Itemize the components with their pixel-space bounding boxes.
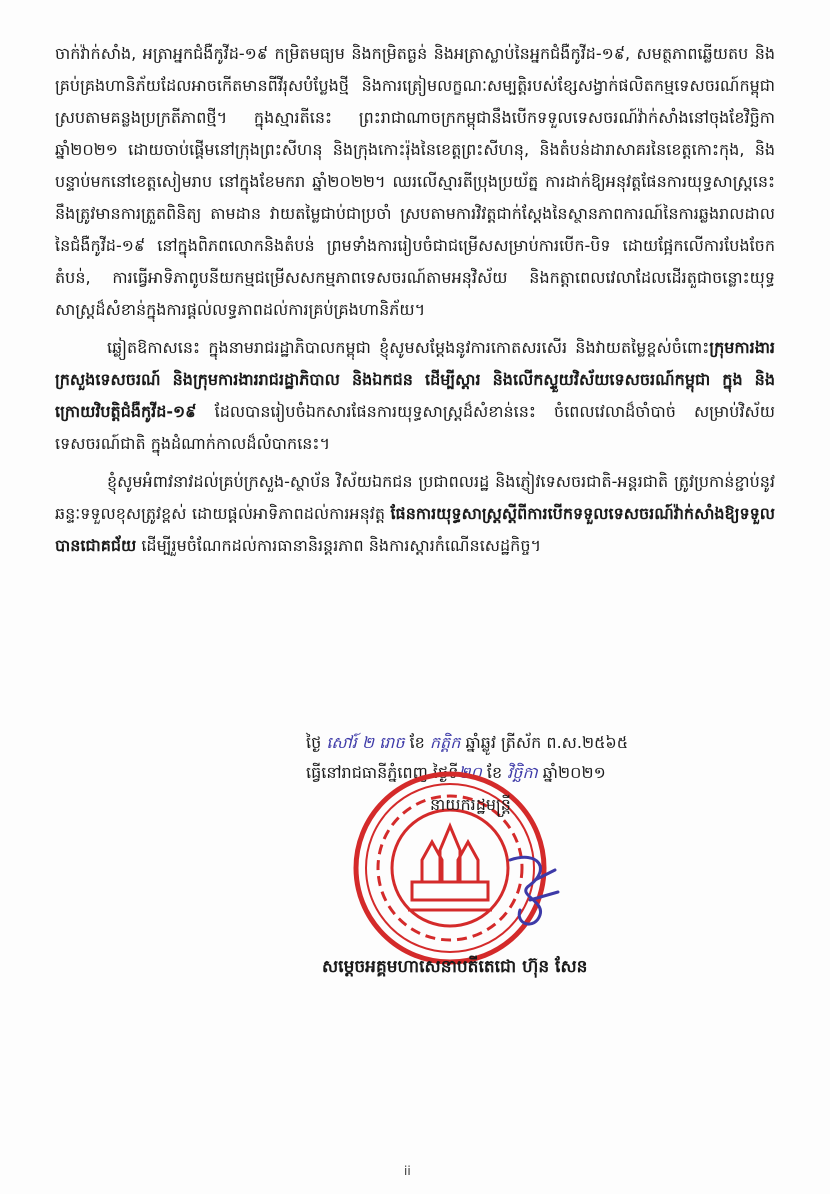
- solar-day-value: ២០: [458, 763, 482, 782]
- page-footer-mark: ii: [404, 1164, 411, 1178]
- lunar-year: ឆ្នាំឆ្លូវ ត្រីស័ក ព.ស.២៥៦៥: [465, 733, 629, 752]
- signature-icon: [500, 840, 570, 940]
- signer-title: នាយករដ្ឋមន្ត្រី: [430, 795, 511, 814]
- lunar-month-value: កត្តិក: [429, 733, 461, 752]
- letter-body: [55, 38, 775, 568]
- paragraph-2-start: ឆ្លៀតឱកាសនេះ ក្នុងនាមរាជរដ្ឋាភិបាលកម្ពុជា ខ្ញុំសូមសម្តែងនូវការកោតសរសើរ និងវាយតម្លៃខ្ពស់ចំពោះ: [107, 338, 710, 357]
- lunar-date-line: [306, 728, 776, 758]
- paragraph-3-start: ខ្ញុំសូមអំពាវនាវដល់គ្រប់ក្រសួង-ស្ថាប័ន វិស័យឯកជន ប្រជាពលរដ្ឋ និងភ្ញៀវទេសចរជាតិ-អន្តរជាតិ ត្រូវប្រកាន់ខ្ជាប់នូវឆន្ទៈទទួលខុសត្រូវខ្ពស់ ដោយផ្តល់អាទិភាពដល់ការអនុវត្ត: [55, 472, 775, 523]
- paragraph-3: [55, 466, 775, 562]
- paragraph-2: [55, 332, 775, 460]
- made-at-label: ធ្វើនៅរាជធានីភ្នំពេញ ថ្ងៃទី: [306, 763, 459, 782]
- signer-name: សម្តេចអគ្គមហាសេនាបតីតេជោ ហ៊ុន សែន: [322, 957, 588, 977]
- paragraph-3-bold: ផែនការយុទ្ធសាស្ត្រស្តីពីការបើកទទួលទេសចរណ៍វ៉ាក់សាំងឱ្យទទួលបានជោគជ័យ: [55, 504, 775, 555]
- lunar-month-label: ខែ: [409, 733, 425, 752]
- solar-month-value: វិច្ឆិកា: [507, 763, 538, 782]
- lunar-day-value: សៅរ៍ ២ រោច: [326, 733, 405, 752]
- paragraph-2-bold: ក្រុមការងារក្រសួងទេសចរណ៍ និងក្រុមការងាររាជរដ្ឋាភិបាល និងឯកជន ដើម្បីស្តារ និងលើកស្ទួយវិស័យទេសចរណ៍កម្ពុជា ក្នុង និងក្រោយវិបត្តិជំងឺកូវីដ-១៩: [55, 338, 775, 421]
- solar-month-label: ខែ: [486, 763, 503, 782]
- paragraph-2-end: ដែលបានរៀបចំឯកសារផែនការយុទ្ធសាស្ត្រដ៏សំខាន់នេះ ចំពេលវេលាដ៏ចាំបាច់ សម្រាប់វិស័យទេសចរណ៍ជាតិ ក្នុងដំណាក់កាលដ៏លំបាកនេះ។: [55, 402, 775, 453]
- lunar-day-label: ថ្ងៃ: [306, 733, 322, 752]
- paragraph-1: ចាក់វ៉ាក់សាំង, អត្រាអ្នកជំងឺកូវីដ-១៩ កម្រិតមធ្យម និងកម្រិតធ្ងន់ និងអត្រាស្លាប់នៃអ្នកជំងឺកូវីដ-១៩, សមត្ថភាពឆ្លើយតប និងគ្រប់គ្រងហានិភ័យដែលអាចកើតមានពីវីរុសបំប្លែងថ្មី និងការត្រៀមលក្ខណៈសម្បត្តិរបស់ខ្សែសង្វាក់ផលិតកម្មទេសចរណ៍កម្ពុជាស្របតាមគន្លងប្រក្រតីភាពថ្មី។ ក្នុងស្មារតីនេះ ព្រះរាជាណាចក្រកម្ពុជានឹងបើកទទួលទេសចរណ៍វ៉ាក់សាំងនៅចុងខែវិច្ឆិកា ឆ្នាំ២០២១ ដោយចាប់ផ្តើមនៅក្រុងព្រះសីហនុ និងក្រុងកោះរ៉ុងនៃខេត្តព្រះសីហនុ, និងតំបន់ដារាសាគរនៃខេត្តកោះកុង, និងបន្ទាប់មកនៅខេត្តសៀមរាប នៅក្នុងខែមករា ឆ្នាំ២០២២។ ឈរលើស្មារតីប្រុងប្រយ័ត្ន ការដាក់ឱ្យអនុវត្តផែនការយុទ្ធសាស្ត្រនេះ នឹងត្រូវមានការត្រួតពិនិត្យ តាមដាន វាយតម្លៃជាប់ជាប្រចាំ ស្របតាមការវិវត្តជាក់ស្តែងនៃស្ថានភាពការណ៍នៃការឆ្លងរាលដាលនៃជំងឺកូវីដ-១៩ នៅក្នុងពិភពលោកនិងតំបន់ ព្រមទាំងការរៀបចំជាជម្រើសសម្រាប់ការបើក-បិទ ដោយផ្អែកលើការបែងចែកតំបន់, ការធ្វើអាទិភាពូបនីយកម្មជម្រើសសកម្មភាពទេសចរណ៍តាមអនុវិស័យ និងកត្តាពេលវេលាដែលដើរតួជាចន្លោះយុទ្ធសាស្ត្រដ៏សំខាន់ក្នុងការផ្តល់លទ្ធភាពដល់ការគ្រប់គ្រងហានិភ័យ។: [55, 44, 775, 319]
- paragraph-3-end: ដើម្បីរួមចំណែកដល់ការធានានិរន្តរភាព និងការស្តារកំណើនសេដ្ឋកិច្ច។: [136, 536, 542, 555]
- solar-year: ឆ្នាំ២០២១: [542, 763, 606, 782]
